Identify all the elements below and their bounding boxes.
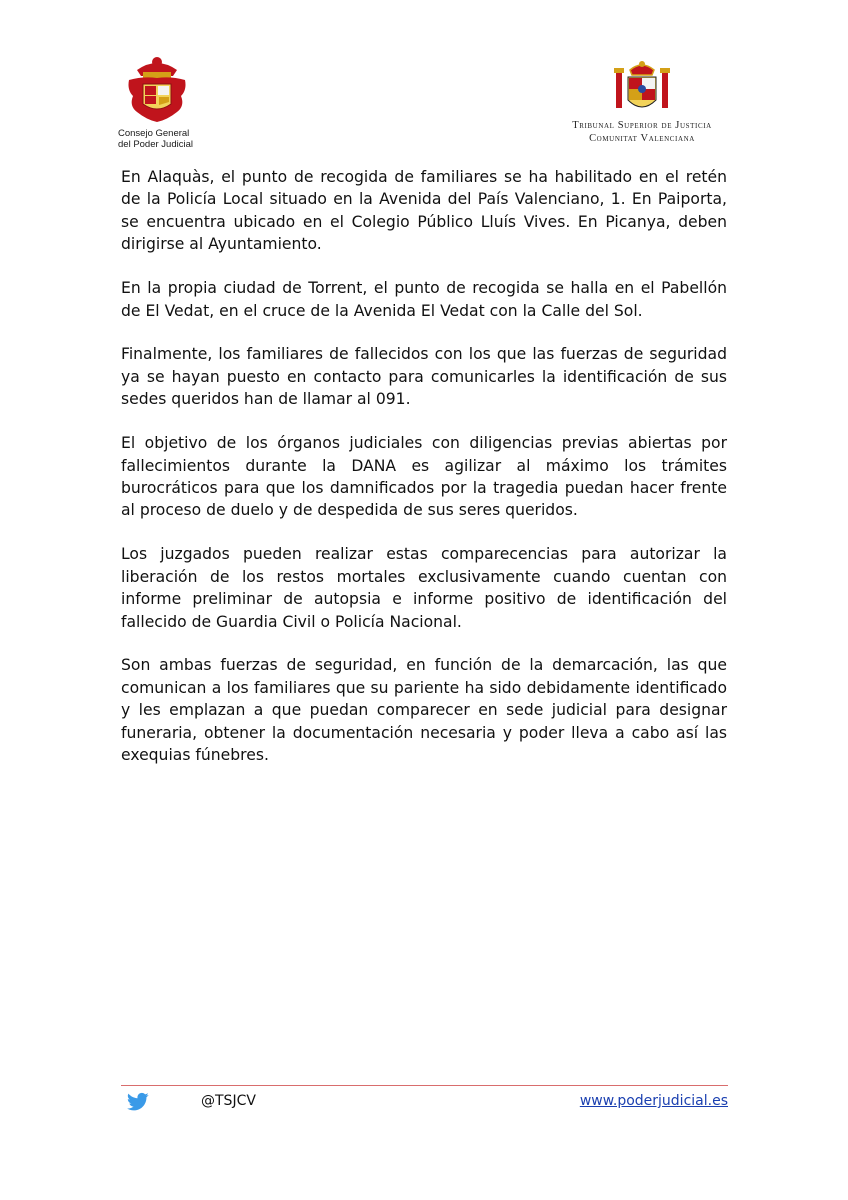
cgpj-logo — [118, 50, 202, 150]
paragraph-torrent: En la propia ciudad de Torrent, el punto de recogida se halla en el Pabellón de El Vedat, en el cruce de la Avenida El Vedat con la Calle del Sol. — [121, 279, 727, 320]
document-body — [121, 166, 727, 788]
paragraph-alaquas: En Alaquàs, el punto de recogida de familiares se ha habilitado en el retén de la Policía Local situado en la Avenida del País Valenciano, 1. En Paiporta, se encuentra ubicado en el Colegio Público Lluís Vives. En Picanya, deben dirigirse al Ayuntamiento. — [121, 168, 727, 254]
tsjcv-logo — [552, 60, 732, 145]
tsjcv-caption-line2: Comunitat Valenciana — [589, 133, 695, 144]
paragraph-juzgados: Los juzgados pueden realizar estas comparecencias para autorizar la liberación de los restos mortales exclusivamente cuando cuentan con informe preliminar de autopsia e informe positivo de identificación del fallecido de Guardia Civil o Policía Nacional. — [121, 545, 727, 631]
paragraph-objetivo: El objetivo de los órganos judiciales con diligencias previas abiertas por fallecimientos durante la DANA es agilizar al máximo los trámites burocráticos para que los damnificados por la tragedia puedan hacer frente al proceso de duelo y de despedida de sus seres queridos. — [121, 434, 727, 520]
paragraph-finalmente: Finalmente, los familiares de fallecidos con los que las fuerzas de seguridad ya se hayan puesto en contacto para comunicarles la identificación de sus sedes queridos han de llamar al 091. — [121, 345, 727, 409]
spain-coat-of-arms-icon — [612, 60, 672, 116]
twitter-bird-icon[interactable] — [127, 1092, 149, 1112]
paragraph-fuerzas: Son ambas fuerzas de seguridad, en función de la demarcación, las que comunican a los familiares que su pariente ha sido debidamente identificado y les emplazan a que puedan comparecer en sede judicial para designar funeraria, obtener la documentación necesaria y poder lleva a cabo así las exequias fúnebres. — [121, 656, 727, 765]
tsjcv-caption-line1: Tribunal Superior de Justicia — [572, 120, 712, 131]
footer — [121, 1092, 728, 1116]
cgpj-crest-icon — [123, 50, 191, 124]
footer-divider — [121, 1085, 728, 1086]
twitter-handle[interactable]: @TSJCV — [201, 1093, 256, 1109]
cgpj-caption-line1: Consejo General — [118, 128, 190, 139]
cgpj-caption-line2: del Poder Judicial — [118, 139, 193, 150]
website-link[interactable]: www.poderjudicial.es — [579, 1093, 728, 1109]
